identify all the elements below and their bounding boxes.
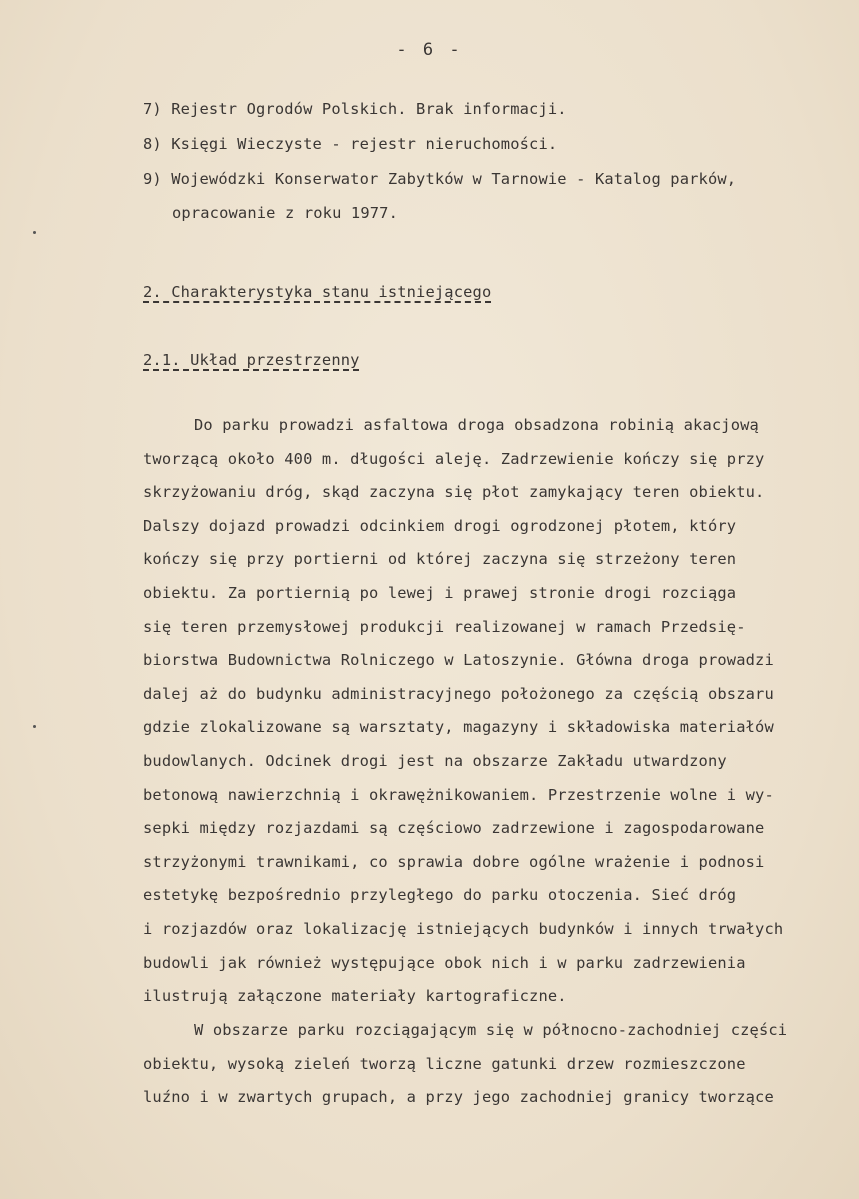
paragraph-line: obiektu. Za portiernią po lewej i prawej stronie drogi rozciąga [143, 584, 737, 602]
list-item: 8) Księgi Wieczyste - rejestr nieruchomości. [143, 135, 558, 153]
paragraph-line: dalej aż do budynku administracyjnego położonego za częścią obszaru [143, 684, 774, 703]
subsection-heading: 2.1. Układ przestrzenny [143, 351, 360, 369]
margin-mark [33, 725, 36, 728]
paragraph-line: luźno i w zwartych grupach, a przy jego zachodniej granicy tworzące [143, 1088, 774, 1107]
page-number: - 6 - [396, 40, 463, 60]
paragraph-line: budowli jak również występujące obok nich i w parku zadrzewienia [143, 953, 746, 972]
list-item: opracowanie z roku 1977. [172, 204, 398, 222]
section-heading: 2. Charakterystyka stanu istniejącego [143, 283, 492, 301]
paragraph-line: kończy się przy portierni od której zaczyna się strzeżony teren [143, 550, 737, 569]
paragraph-line: biorstwa Budownictwa Rolniczego w Latoszynie. Główna droga prowadzi [143, 651, 774, 670]
list-item: 9) Wojewódzki Konserwator Zabytków w Tarnowie - Katalog parków, [143, 170, 737, 188]
paragraph-line: obiektu, wysoką zieleń tworzą liczne gatunki drzew rozmieszczone [143, 1054, 746, 1073]
paragraph-line: W obszarze parku rozciągającym się w północno-zachodniej części [194, 1021, 788, 1039]
paragraph-line: się teren przemysłowej produkcji realizowanej w ramach Przedsię- [143, 617, 746, 636]
paragraph-line: tworzącą około 400 m. długości aleję. Zadrzewienie kończy się przy [143, 449, 765, 468]
paragraph-line: ilustrują załączone materiały kartograficzne. [143, 987, 567, 1006]
paragraph-line: Do parku prowadzi asfaltowa droga obsadzona robinią akacjową [194, 416, 759, 434]
paragraph-line: budowlanych. Odcinek drogi jest na obszarze Zakładu utwardzony [143, 752, 727, 770]
margin-mark [33, 231, 36, 234]
paragraph-line: skrzyżowaniu dróg, skąd zaczyna się płot zamykający teren obiektu. [143, 483, 765, 502]
paragraph-line: betonową nawierzchnią i okrawężnikowaniem. Przestrzenie wolne i wy- [143, 785, 774, 804]
paragraph-line: sepki między rozjazdami są częściowo zadrzewione i zagospodarowane [143, 819, 765, 838]
paragraph-line: estetykę bezpośrednio przyległego do parku otoczenia. Sieć dróg [143, 886, 737, 905]
paragraph-line: Dalszy dojazd prowadzi odcinkiem drogi ogrodzonej płotem, który [143, 516, 737, 535]
paragraph-line: gdzie zlokalizowane są warsztaty, magazyny i składowiska materiałów [143, 718, 774, 737]
list-item: 7) Rejestr Ogrodów Polskich. Brak informacji. [143, 100, 567, 118]
paragraph-line: i rozjazdów oraz lokalizację istniejących budynków i innych trwałych [143, 920, 784, 938]
paragraph-line: strzyżonymi trawnikami, co sprawia dobre ogólne wrażenie i podnosi [143, 852, 765, 871]
